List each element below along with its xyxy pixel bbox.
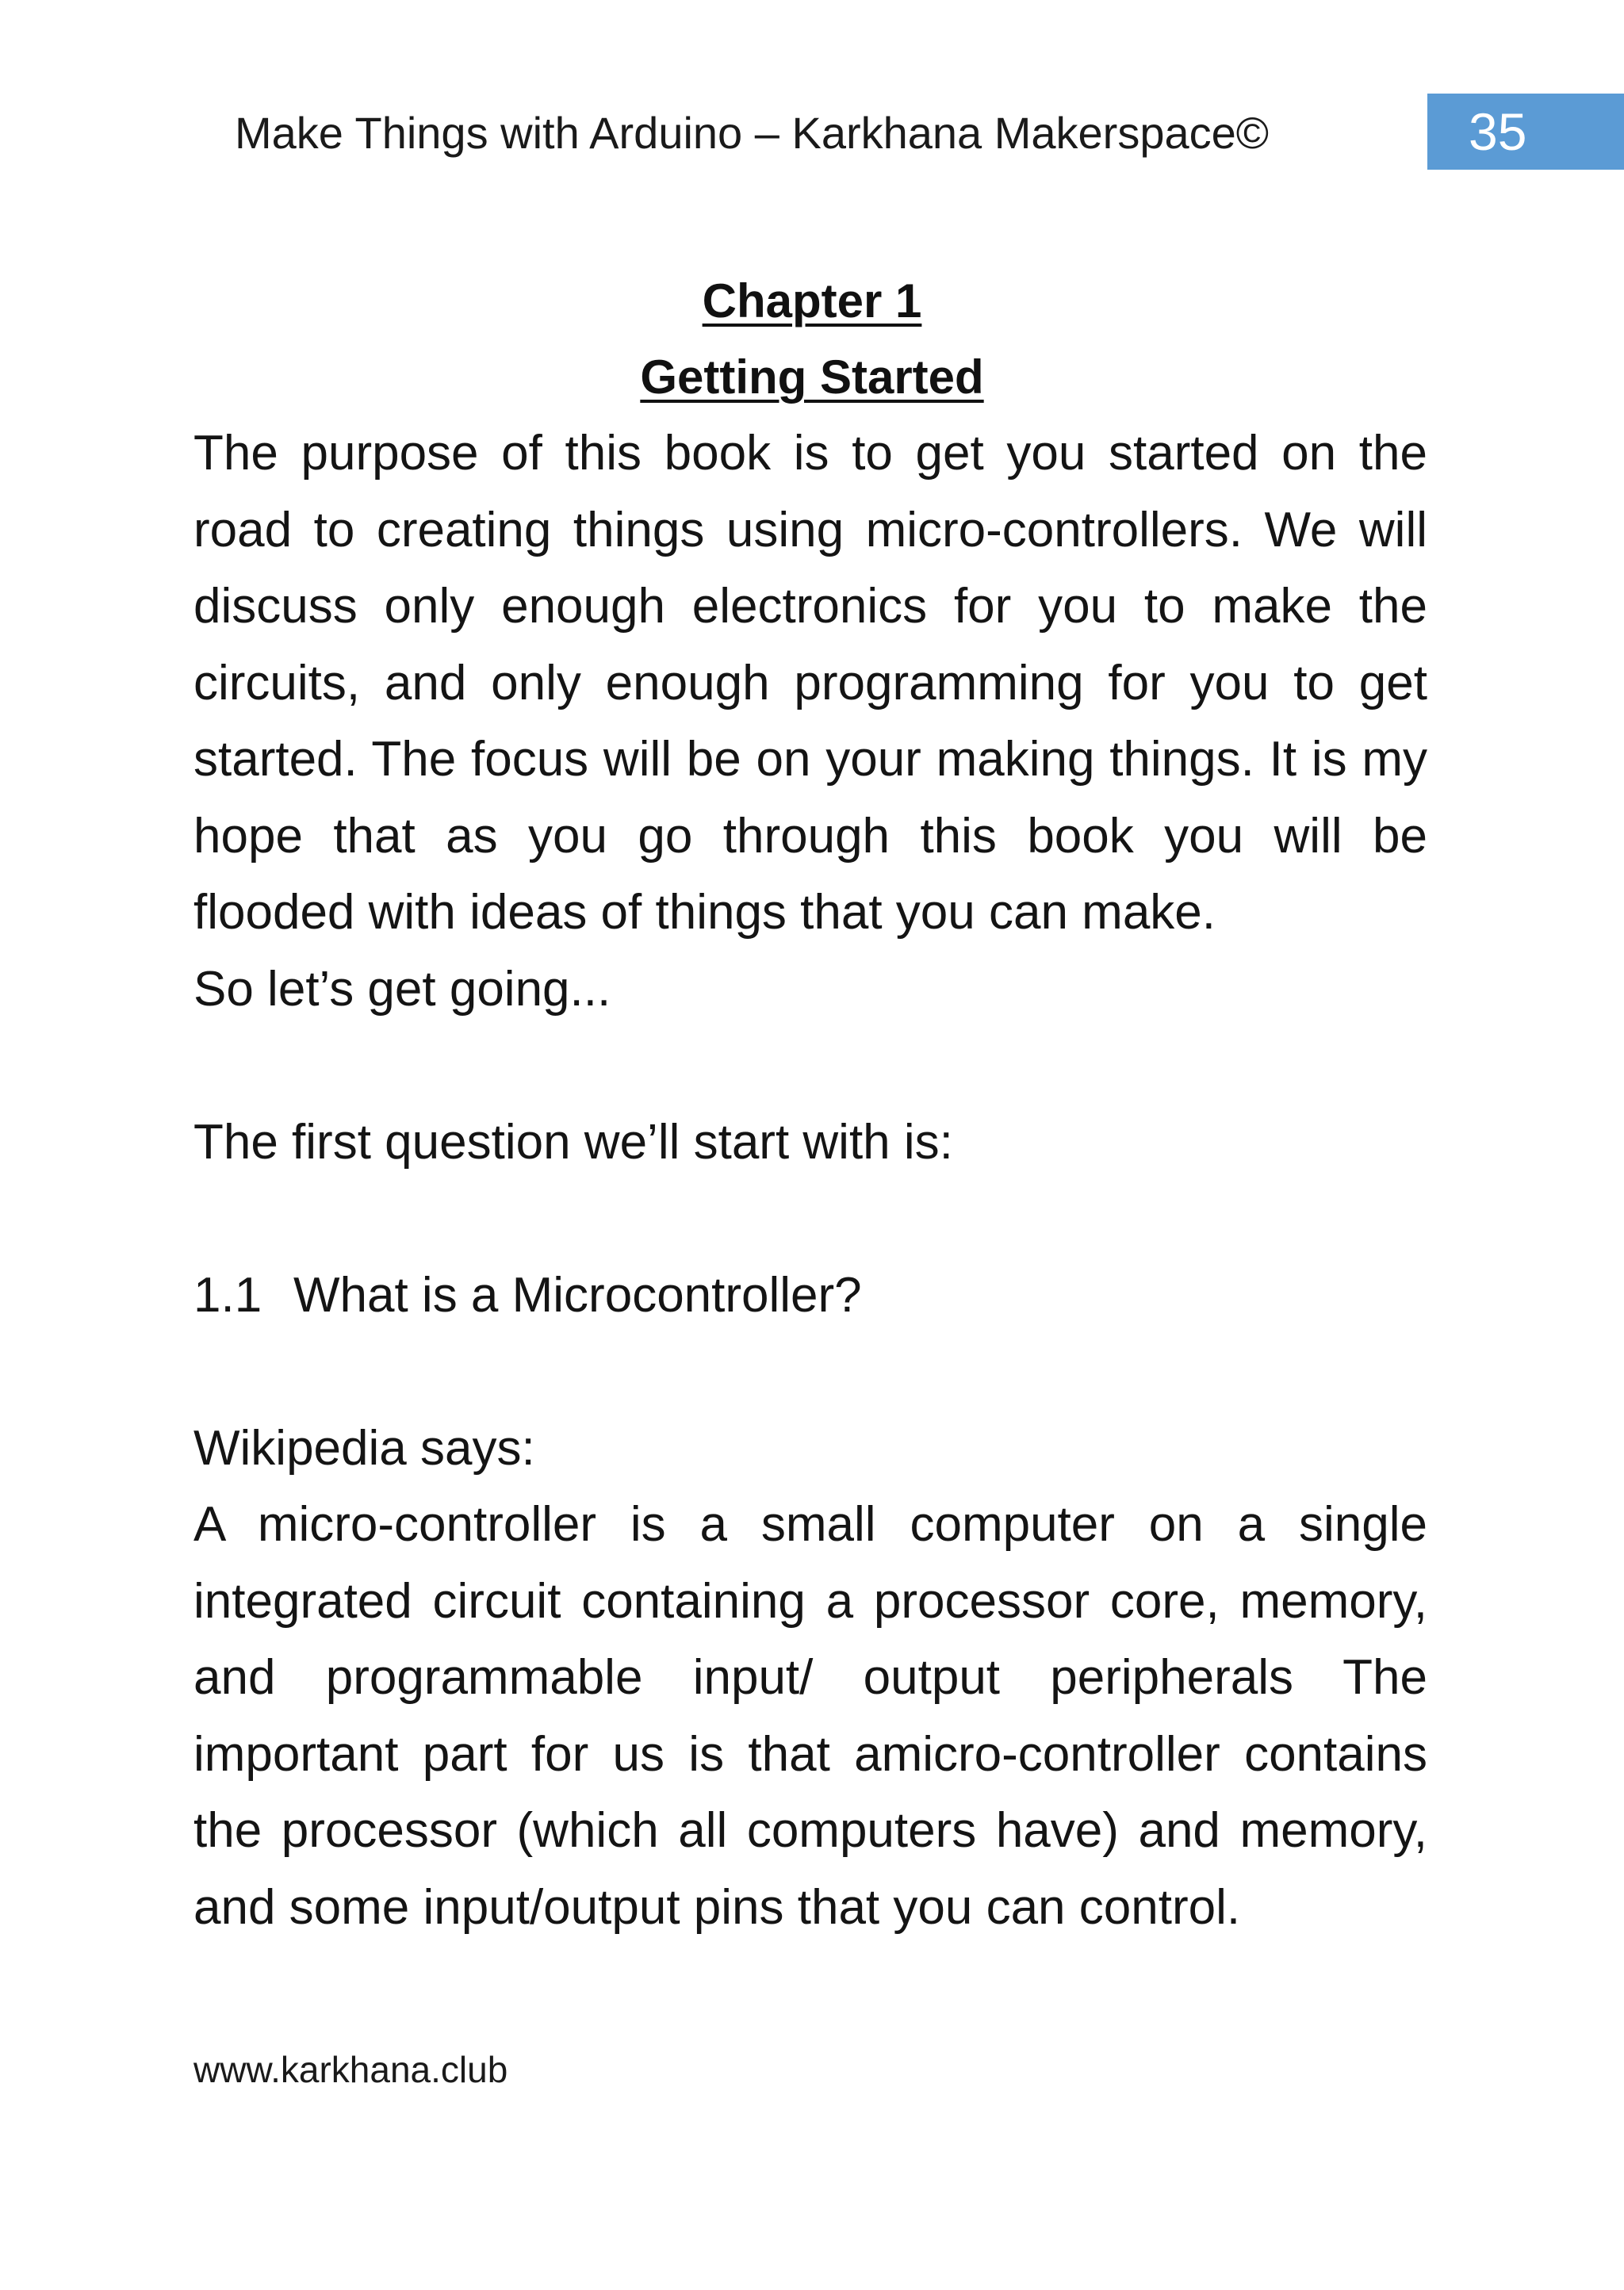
spacer xyxy=(193,1181,1427,1258)
spacer xyxy=(193,1028,1427,1105)
wikipedia-says-line: Wikipedia says: xyxy=(193,1420,535,1476)
spacer xyxy=(193,1334,1427,1411)
chapter-title-heading xyxy=(0,339,1624,415)
section-number: 1.1 xyxy=(193,1267,262,1323)
lets-go-line: So let’s get going... xyxy=(193,961,611,1017)
running-header-title: Make Things with Arduino – Karkhana Makerspace© xyxy=(235,108,1270,158)
footer-website: www.karkhana.club xyxy=(193,2049,508,2090)
chapter-number-text: Chapter 1 xyxy=(702,274,922,327)
chapter-number-heading xyxy=(0,263,1624,339)
definition-paragraph: A micro-controller is a small computer on a single integrated circuit containing a processor core, memory, and programmable input/ output peripherals The important part for us is that amicro-controller contains the processor (which all computers have) and memory, and some input/output pins that you can control. xyxy=(193,1497,1427,1935)
first-question-line: The first question we’ll start with is: xyxy=(193,1114,953,1170)
section-heading xyxy=(193,1258,1427,1335)
section-title: What is a Microcontroller? xyxy=(293,1267,862,1323)
page-number-badge: 35 xyxy=(1427,94,1624,170)
intro-paragraph: The purpose of this book is to get you started on the road to creating things using micro-controllers. We will discuss only enough electronics for you to make the circuits, and only enough programming for you to get started. The focus will be on your making things. It is my hope that as you go through this book you will be flooded with ideas of things that you can make. xyxy=(193,426,1427,940)
chapter-title-text: Getting Started xyxy=(640,350,984,404)
body-content xyxy=(193,415,1427,1946)
